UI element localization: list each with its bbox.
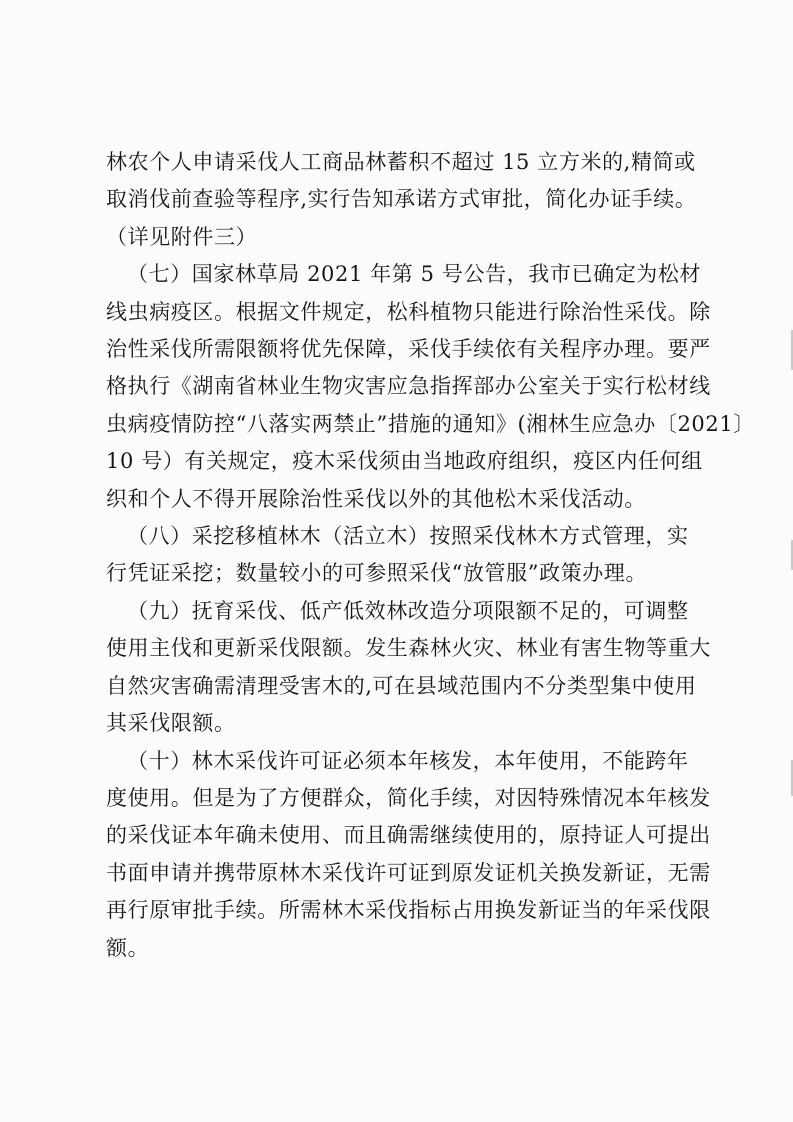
paragraph-9-line-4: 其采伐限额。 <box>106 711 236 736</box>
paragraph-8-line-1: （八）采挖移植林木（活立木）按照采伐林木方式管理，实 <box>127 524 689 549</box>
paragraph-7-line-4: 格执行《湖南省林业生物灾害应急指挥部办公室关于实行松材线 <box>106 374 711 399</box>
paragraph-6-line-1: 林农个人申请采伐人工商品林蓄积不超过 15 立方米的,精简或 <box>106 150 696 174</box>
paragraph-7-line-5: 虫病疫情防控“八落实两禁止”措施的通知》(湘林生应急办〔2021〕 <box>106 411 755 436</box>
paragraph-6-line-2: 取消伐前查验等程序,实行告知承诺方式审批，简化办证手续。 <box>106 187 697 212</box>
paragraph-9-line-2: 使用主伐和更新采伐限额。发生森林火灾、林业有害生物等重大 <box>106 636 711 661</box>
paragraph-7-line-7: 织和个人不得开展除治性采伐以外的其他松木采伐活动。 <box>106 486 646 511</box>
paragraph-10-line-1: （十）林木采伐许可证必须本年核发，本年使用，不能跨年 <box>127 748 689 773</box>
paragraph-10-line-6: 额。 <box>106 935 150 960</box>
paragraph-8-line-2: 行凭证采挖；数量较小的可参照采伐“放管服”政策办理。 <box>106 561 648 586</box>
paragraph-10-line-2: 度使用。但是为了方便群众，简化手续，对因特殊情况本年核发 <box>106 785 711 810</box>
paragraph-10-line-3: 的采伐证本年确未使用、而且确需继续使用的，原持证人可提出 <box>106 823 711 848</box>
paragraph-10-line-4: 书面申请并携带原林木采伐许可证到原发证机关换发新证，无需 <box>106 860 711 885</box>
paragraph-7-line-6: 10 号）有关规定，疫木采伐须由当地政府组织，疫区内任何组 <box>106 449 703 474</box>
paragraph-7-line-3: 治性采伐所需限额将优先保障，采伐手续依有关程序办理。要严 <box>106 337 711 362</box>
document-body <box>106 144 755 967</box>
paragraph-10-line-5: 再行原审批手续。所需林木采伐指标占用换发新证当的年采伐限 <box>106 898 711 923</box>
paragraph-7-line-1: （七）国家林草局 2021 年第 5 号公告，我市已确定为松材 <box>127 262 702 287</box>
paragraph-7-line-2: 线虫病疫区。根据文件规定，松科植物只能进行除治性采伐。除 <box>106 299 711 324</box>
paragraph-9-line-3: 自然灾害确需清理受害木的,可在县域范围内不分类型集中使用 <box>106 673 697 698</box>
paragraph-9-line-1: （九）抚育采伐、低产低效林改造分项限额不足的，可调整 <box>127 598 689 623</box>
paragraph-6-line-3: （详见附件三） <box>106 224 258 249</box>
